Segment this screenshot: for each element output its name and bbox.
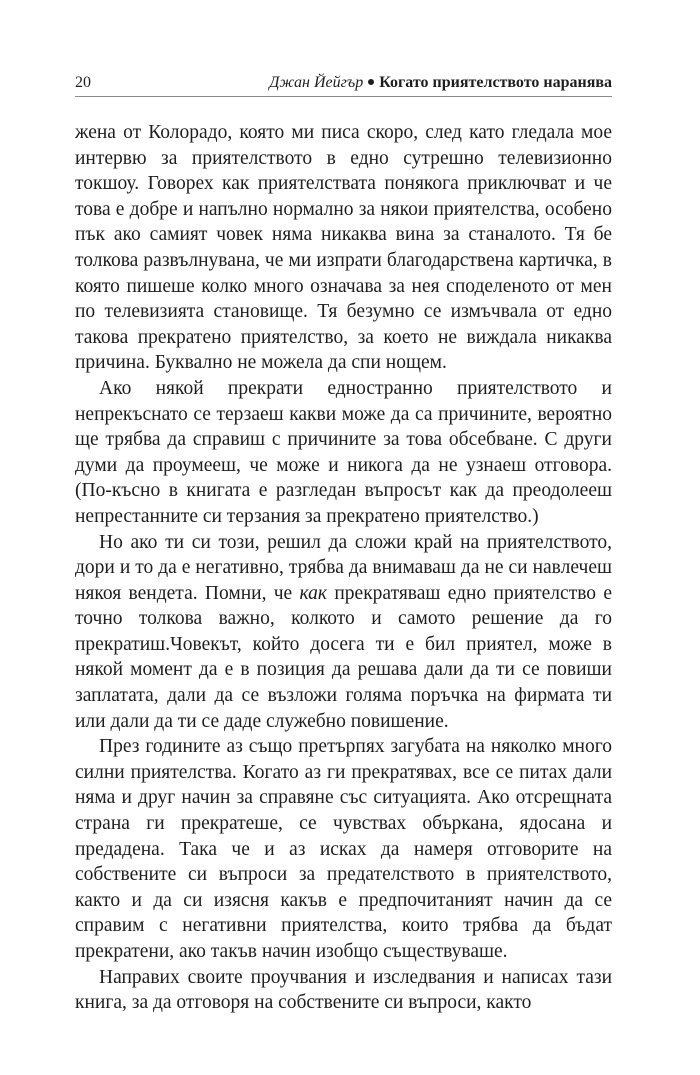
paragraph-4: През годините аз също претърпях загубата на няколко много силни приятелства. Когато аз ги прекратявах, все се питах дали няма и друг начин за справяне със ситуацията. Ако отсрещната страна ги прекратеше, се чувствах объркана, ядосана и предадена. Така че и аз исках да намеря отговорите на собствените си въпроси за предателството в приятелството, както и да си изясня какъв е предпочитаният начин да се справим с негативни приятелства, които трябва да бъдат прекратени, ако такъв начин изобщо съществуваше. (75, 736, 612, 962)
paragraph-3-emphasis: как (299, 582, 328, 604)
paragraph-3-part-2: прекратяваш едно приятелство е точно толкова важно, колкото и самото решение да го прекратиш.Човекът, който досега ти е бил приятел, може в някой момент да е в позиция да решава дали да ти се повиши заплатата, дали да се възложи голяма поръчка на фирмата ти или дали да ти се даде служебно повишение. (75, 582, 613, 732)
paragraph-5: Направих своите проучвания и изследвания и написах тази книга, за да отговоря на собствените си въпроси, както (75, 966, 612, 1014)
paragraph-2: Ако някой прекрати едностранно приятелството и непрекъснато се терзаеш какви може да са причините, вероятно ще трябва да справиш с причините за това обсебване. С други думи да проумееш, че може и никога да не узнаеш отговора. (По-късно в книгата е разгледан въпросът как да преодолееш непрестанните си терзания за прекратено приятелство.) (75, 377, 612, 527)
running-title (269, 74, 612, 92)
paragraph-3 (75, 530, 612, 735)
paragraph-1: жена от Колорадо, която ми писа скоро, след като гледала мое интервю за приятелството в едно сутрешно телевизионно токшоу. Говорех как приятелствата понякога приключват и че това е добре и напълно нормално за някои приятелства, особено пък ако самият човек няма никаква вина за станалото. Тя бе толкова развълнувана, че ми изпрати благодарствена картичка, в която пишеше колко много означава за нея споделеното от мен по телевизията становище. Тя безумно се измъчвала от едно такова прекратено приятелство, за което не виждала никаква причина. Буквално не можела да спи нощем. (75, 122, 612, 374)
running-header (75, 71, 612, 97)
header-book-title: Когато приятелството наранява (379, 74, 612, 91)
body-text (75, 120, 612, 1016)
paragraph-3-part-1: Но ако ти си този, решил да сложи край на приятелството, дори и то да е негативно, трябва да внимаваш да не си навлечеш някоя вендета. Помни, че (75, 531, 612, 604)
page-number: 20 (75, 74, 91, 91)
header-author: Джан Йейгър (269, 74, 364, 91)
bullet-separator-icon (368, 79, 374, 85)
